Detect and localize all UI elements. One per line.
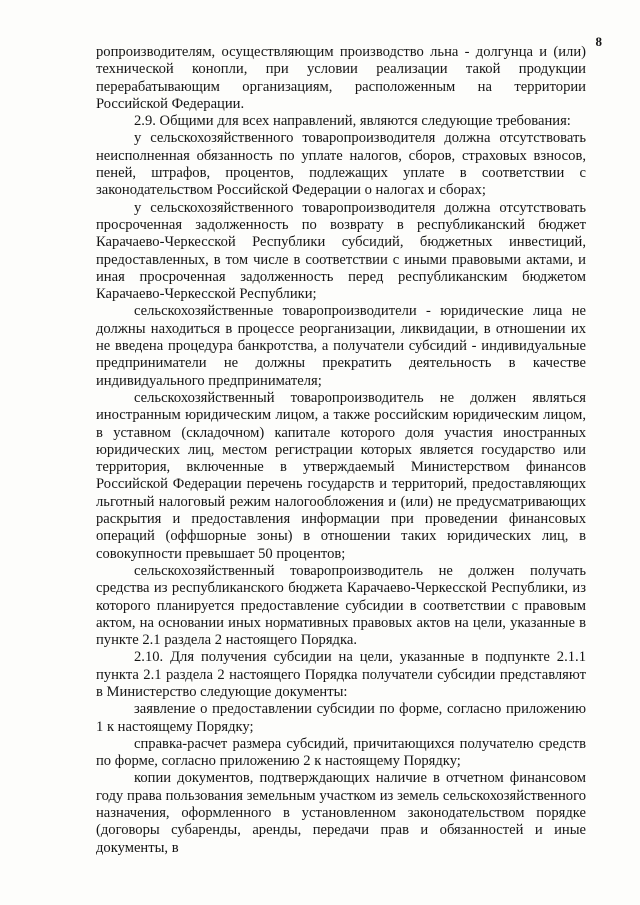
paragraph-requirement-foreign-entity: сельскохозяйственный товаропроизводитель не должен являться иностранным юридическим лицом, а также российским юридическим лицом, в уставном (складочном) капитале которого доля участия иностранных юридических лиц, местом регистрации которых является государство или территория, включенные в утверждаемый Министерством финансов Российской Федерации перечень государств и территорий, предоставляющих льготный налоговый режим налогообложения и (или) не предусматривающих раскрытия и предоставления информации при проведении финансовых операций (оффшорные зоны) в отношении таких юридических лиц, в совокупности превышает 50 процентов;	[96, 389, 586, 562]
paragraph-requirement-debt: у сельскохозяйственного товаропроизводителя должна отсутствовать просроченная задолженность по возврату в республиканский бюджет Карачаево-Черкесской Республики субсидий, бюджетных инвестиций, предоставленных, в том числе в соответствии с иными правовыми актами, и иная просроченная задолженность перед республиканским бюджетом Карачаево-Черкесской Республики;	[96, 199, 586, 303]
paragraph-requirement-no-double-funding: сельскохозяйственный товаропроизводитель не должен получать средства из республиканского бюджета Карачаево-Черкесской Республики, из которого планируется предоставление субсидии в соответствии с правовым актом, на основании иных нормативных правовых актов на цели, указанные в пункте 2.1 раздела 2 настоящего Порядка.	[96, 562, 586, 649]
paragraph-document-application: заявление о предоставлении субсидии по форме, согласно приложению 1 к настоящему Порядку;	[96, 701, 586, 735]
paragraph-continuation: ропроизводителям, осуществляющим производство льна - долгунца и (или) технической конопли, при условии реализации такой продукции перерабатывающим организациям, расположенным на территории Российской Федерации.	[96, 44, 586, 112]
page-number: 8	[595, 34, 602, 49]
paragraph-requirement-taxes: у сельскохозяйственного товаропроизводителя должна отсутствовать неисполненная обязанность по уплате налогов, сборов, страховых взносов, пеней, штрафов, процентов, подлежащих уплате в соответствии с законодательством Российской Федерации о налогах и сборах;	[96, 130, 586, 199]
document-body	[96, 44, 586, 857]
paragraph-document-land-rights: копии документов, подтверждающих наличие в отчетном финансовом году права пользования земельным участком из земель сельскохозяйственного назначения, оформленного в установленном законодательством порядке (договоры субаренды, аренды, передачи прав и обязанностей и иные документы, в	[96, 770, 586, 856]
paragraph-2-9-heading: 2.9. Общими для всех направлений, являются следующие требования:	[134, 113, 571, 130]
paragraph-document-calculation: справка-расчет размера субсидий, причитающихся получателю средств по форме, согласно приложению 2 к настоящему Порядку;	[96, 735, 586, 770]
paragraph-2-10-heading: 2.10. Для получения субсидии на цели, указанные в подпункте 2.1.1 пункта 2.1 раздела 2 настоящего Порядка получатели субсидии представляют в Министерство следующие документы:	[96, 649, 586, 700]
paragraph-requirement-reorganization: сельскохозяйственные товаропроизводители - юридические лица не должны находиться в процессе реорганизации, ликвидации, в отношении их не введена процедура банкротства, а получатели субсидий - индивидуальные предприниматели не должны прекратить деятельность в качестве индивидуального предпринимателя;	[96, 303, 586, 389]
